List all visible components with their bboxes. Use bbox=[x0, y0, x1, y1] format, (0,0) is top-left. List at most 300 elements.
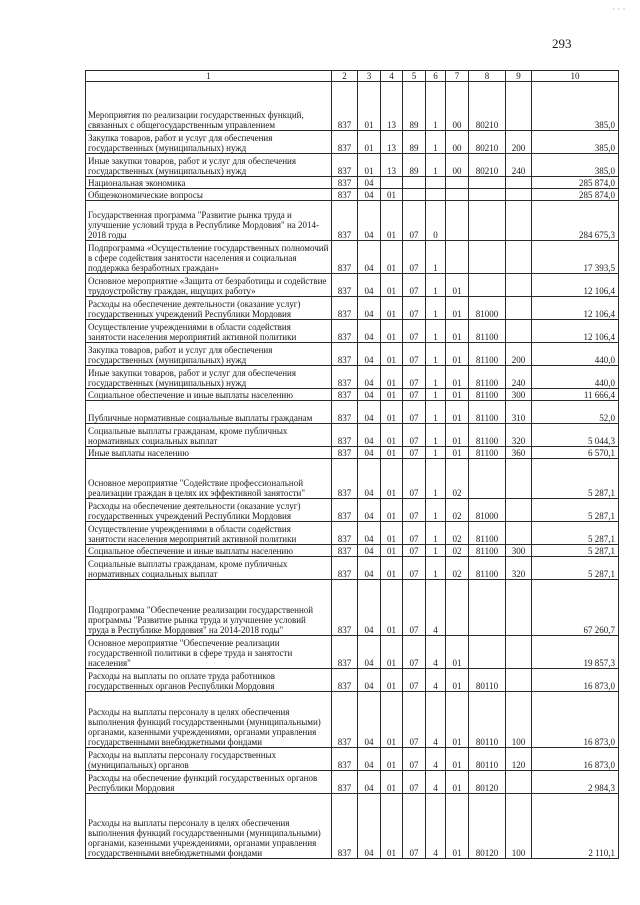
row-code-cell: 01 bbox=[446, 424, 469, 447]
row-name-cell: Государственная программа "Развитие рынка труда и улучшение условий труда в Республике Мордовия" на 2014-2018 годы bbox=[86, 201, 332, 241]
row-code-cell: 1 bbox=[426, 154, 446, 177]
row-code-cell: 837 bbox=[332, 636, 358, 669]
row-code-cell bbox=[446, 201, 469, 241]
row-sum-cell: 12 106,4 bbox=[532, 274, 619, 297]
row-sum-cell: 5 287,1 bbox=[532, 522, 619, 545]
row-code-cell bbox=[506, 320, 532, 343]
row-code-cell bbox=[446, 189, 469, 201]
row-sum-cell: 16 873,0 bbox=[532, 669, 619, 692]
table-row bbox=[86, 189, 619, 201]
row-code-cell: 07 bbox=[403, 557, 426, 580]
row-name-cell: Расходы на выплаты персоналу в целях обеспечения выполнения функций государственными (муниципальными) органами, казенными учреждениями, органами управления государственными внебюджетными фондами bbox=[86, 794, 332, 859]
row-code-cell: 837 bbox=[332, 154, 358, 177]
row-code-cell: 80210 bbox=[469, 82, 506, 131]
row-code-cell: 04 bbox=[358, 297, 381, 320]
row-code-cell: 01 bbox=[381, 771, 403, 794]
row-code-cell: 01 bbox=[381, 557, 403, 580]
row-code-cell: 80210 bbox=[469, 154, 506, 177]
row-name-cell: Общеэкономические вопросы bbox=[86, 189, 332, 201]
row-code-cell: 100 bbox=[506, 692, 532, 748]
row-sum-cell: 11 666,4 bbox=[532, 389, 619, 401]
row-code-cell bbox=[506, 201, 532, 241]
row-code-cell: 01 bbox=[381, 424, 403, 447]
row-sum-cell: 16 873,0 bbox=[532, 692, 619, 748]
row-name-cell: Основное мероприятие "Обеспечение реализации государственной политики в сфере труда и занятости населения" bbox=[86, 636, 332, 669]
row-code-cell: 04 bbox=[358, 557, 381, 580]
row-code-cell: 100 bbox=[506, 794, 532, 859]
row-code-cell bbox=[506, 459, 532, 499]
row-code-cell: 01 bbox=[381, 297, 403, 320]
row-code-cell: 837 bbox=[332, 343, 358, 366]
row-code-cell: 01 bbox=[446, 320, 469, 343]
table-row bbox=[86, 343, 619, 366]
row-code-cell: 04 bbox=[358, 177, 381, 189]
row-code-cell: 837 bbox=[332, 241, 358, 274]
row-code-cell: 01 bbox=[446, 297, 469, 320]
row-code-cell: 837 bbox=[332, 771, 358, 794]
row-code-cell: 07 bbox=[403, 771, 426, 794]
row-code-cell: 00 bbox=[446, 82, 469, 131]
row-code-cell: 01 bbox=[446, 794, 469, 859]
row-code-cell: 80110 bbox=[469, 669, 506, 692]
row-sum-cell: 67 260,7 bbox=[532, 580, 619, 636]
column-header: 5 bbox=[403, 71, 426, 82]
row-code-cell: 04 bbox=[358, 794, 381, 859]
row-name-cell: Расходы на обеспечение деятельности (оказание услуг) государственных учреждений Республики Мордовия bbox=[86, 297, 332, 320]
row-code-cell: 4 bbox=[426, 692, 446, 748]
row-code-cell: 01 bbox=[381, 748, 403, 771]
row-code-cell: 07 bbox=[403, 389, 426, 401]
row-code-cell: 81100 bbox=[469, 522, 506, 545]
row-code-cell: 837 bbox=[332, 557, 358, 580]
row-code-cell: 07 bbox=[403, 692, 426, 748]
row-code-cell: 04 bbox=[358, 320, 381, 343]
row-code-cell: 02 bbox=[446, 499, 469, 522]
table-row bbox=[86, 297, 619, 320]
row-code-cell: 01 bbox=[381, 447, 403, 459]
row-code-cell: 13 bbox=[381, 154, 403, 177]
row-code-cell: 200 bbox=[506, 131, 532, 154]
row-code-cell: 07 bbox=[403, 343, 426, 366]
row-code-cell: 07 bbox=[403, 424, 426, 447]
row-name-cell: Социальное обеспечение и иные выплаты населению bbox=[86, 545, 332, 557]
row-code-cell: 837 bbox=[332, 131, 358, 154]
row-code-cell: 13 bbox=[381, 82, 403, 131]
row-code-cell: 80110 bbox=[469, 748, 506, 771]
row-sum-cell: 19 857,3 bbox=[532, 636, 619, 669]
row-code-cell: 1 bbox=[426, 82, 446, 131]
row-code-cell: 81100 bbox=[469, 424, 506, 447]
table-row bbox=[86, 557, 619, 580]
row-code-cell: 01 bbox=[381, 794, 403, 859]
row-code-cell: 1 bbox=[426, 274, 446, 297]
row-sum-cell: 385,0 bbox=[532, 82, 619, 131]
row-code-cell bbox=[403, 189, 426, 201]
row-sum-cell: 285 874,0 bbox=[532, 177, 619, 189]
row-code-cell: 837 bbox=[332, 82, 358, 131]
table-row bbox=[86, 522, 619, 545]
row-code-cell: 837 bbox=[332, 177, 358, 189]
table-row bbox=[86, 201, 619, 241]
row-code-cell: 04 bbox=[358, 459, 381, 499]
row-code-cell: 01 bbox=[446, 669, 469, 692]
row-code-cell: 01 bbox=[446, 401, 469, 424]
row-code-cell: 837 bbox=[332, 580, 358, 636]
row-code-cell bbox=[506, 636, 532, 669]
table-row bbox=[86, 669, 619, 692]
row-code-cell: 837 bbox=[332, 692, 358, 748]
row-code-cell bbox=[506, 297, 532, 320]
column-header: 8 bbox=[469, 71, 506, 82]
row-code-cell: 837 bbox=[332, 522, 358, 545]
row-code-cell: 01 bbox=[381, 636, 403, 669]
row-sum-cell: 5 287,1 bbox=[532, 545, 619, 557]
row-code-cell: 01 bbox=[446, 771, 469, 794]
row-sum-cell: 16 873,0 bbox=[532, 748, 619, 771]
row-code-cell: 1 bbox=[426, 459, 446, 499]
row-sum-cell: 385,0 bbox=[532, 131, 619, 154]
table-row bbox=[86, 636, 619, 669]
row-code-cell: 01 bbox=[446, 447, 469, 459]
row-code-cell: 02 bbox=[446, 459, 469, 499]
row-code-cell: 04 bbox=[358, 366, 381, 389]
row-code-cell: 01 bbox=[381, 274, 403, 297]
row-name-cell: Закупка товаров, работ и услуг для обеспечения государственных (муниципальных) нужд bbox=[86, 343, 332, 366]
row-code-cell: 01 bbox=[381, 189, 403, 201]
table-row bbox=[86, 177, 619, 189]
row-code-cell: 04 bbox=[358, 771, 381, 794]
row-code-cell: 04 bbox=[358, 636, 381, 669]
row-code-cell: 1 bbox=[426, 499, 446, 522]
table-row bbox=[86, 320, 619, 343]
table-row bbox=[86, 499, 619, 522]
table-row bbox=[86, 748, 619, 771]
row-name-cell: Подпрограмма «Осуществление государственных полномочий в сфере содействия занятости населения и социальная поддержка безработных граждан» bbox=[86, 241, 332, 274]
row-code-cell: 02 bbox=[446, 557, 469, 580]
row-code-cell: 1 bbox=[426, 557, 446, 580]
row-sum-cell: 5 287,1 bbox=[532, 557, 619, 580]
row-code-cell: 1 bbox=[426, 320, 446, 343]
column-header: 9 bbox=[506, 71, 532, 82]
row-code-cell: 04 bbox=[358, 447, 381, 459]
row-code-cell: 80210 bbox=[469, 131, 506, 154]
column-header: 10 bbox=[532, 71, 619, 82]
row-code-cell: 4 bbox=[426, 748, 446, 771]
row-code-cell: 837 bbox=[332, 389, 358, 401]
row-sum-cell: 17 393,5 bbox=[532, 241, 619, 274]
row-name-cell: Основное мероприятие "Содействие профессиональной реализации граждан в целях их эффективной занятости" bbox=[86, 459, 332, 499]
table-row bbox=[86, 459, 619, 499]
row-sum-cell: 12 106,4 bbox=[532, 320, 619, 343]
table-row bbox=[86, 389, 619, 401]
row-code-cell: 837 bbox=[332, 366, 358, 389]
row-sum-cell: 285 874,0 bbox=[532, 189, 619, 201]
row-code-cell: 1 bbox=[426, 522, 446, 545]
row-code-cell bbox=[446, 241, 469, 274]
row-code-cell bbox=[506, 669, 532, 692]
row-code-cell: 81100 bbox=[469, 389, 506, 401]
row-code-cell: 07 bbox=[403, 522, 426, 545]
row-sum-cell: 440,0 bbox=[532, 366, 619, 389]
table-row bbox=[86, 366, 619, 389]
row-code-cell: 300 bbox=[506, 545, 532, 557]
row-code-cell: 01 bbox=[381, 545, 403, 557]
row-name-cell: Основное мероприятие «Защита от безработицы и содействие трудоустройству граждан, ищущих работу» bbox=[86, 274, 332, 297]
row-code-cell: 01 bbox=[358, 154, 381, 177]
table-row bbox=[86, 692, 619, 748]
table-row bbox=[86, 274, 619, 297]
column-header: 2 bbox=[332, 71, 358, 82]
row-name-cell: Социальное обеспечение и иные выплаты населению bbox=[86, 389, 332, 401]
page-number: 293 bbox=[552, 36, 572, 51]
row-code-cell: 837 bbox=[332, 794, 358, 859]
row-code-cell: 00 bbox=[446, 154, 469, 177]
row-code-cell: 837 bbox=[332, 669, 358, 692]
row-name-cell: Публичные нормативные социальные выплаты гражданам bbox=[86, 401, 332, 424]
row-code-cell: 01 bbox=[446, 343, 469, 366]
row-code-cell: 01 bbox=[381, 692, 403, 748]
row-code-cell: 07 bbox=[403, 401, 426, 424]
row-code-cell: 0 bbox=[426, 201, 446, 241]
row-code-cell: 80110 bbox=[469, 692, 506, 748]
row-code-cell: 07 bbox=[403, 366, 426, 389]
row-code-cell bbox=[469, 241, 506, 274]
row-code-cell: 1 bbox=[426, 545, 446, 557]
row-code-cell: 04 bbox=[358, 389, 381, 401]
row-code-cell: 07 bbox=[403, 580, 426, 636]
table-row bbox=[86, 424, 619, 447]
row-code-cell: 01 bbox=[358, 131, 381, 154]
row-code-cell: 04 bbox=[358, 499, 381, 522]
row-code-cell: 1 bbox=[426, 297, 446, 320]
row-name-cell: Расходы на обеспечение функций государственных органов Республики Мордовия bbox=[86, 771, 332, 794]
row-code-cell: 01 bbox=[446, 748, 469, 771]
row-code-cell: 01 bbox=[446, 274, 469, 297]
row-code-cell: 837 bbox=[332, 748, 358, 771]
row-code-cell: 89 bbox=[403, 154, 426, 177]
row-code-cell: 81100 bbox=[469, 401, 506, 424]
row-name-cell: Иные выплаты населению bbox=[86, 447, 332, 459]
row-code-cell: 80120 bbox=[469, 794, 506, 859]
row-code-cell: 02 bbox=[446, 545, 469, 557]
row-code-cell: 1 bbox=[426, 241, 446, 274]
column-header: 6 bbox=[426, 71, 446, 82]
table-row bbox=[86, 794, 619, 859]
row-name-cell: Иные закупки товаров, работ и услуг для обеспечения государственных (муниципальных) нужд bbox=[86, 366, 332, 389]
row-code-cell: 04 bbox=[358, 189, 381, 201]
row-code-cell bbox=[469, 201, 506, 241]
row-code-cell bbox=[381, 177, 403, 189]
row-name-cell: Расходы на выплаты по оплате труда работников государственных органов Республики Мордовия bbox=[86, 669, 332, 692]
row-name-cell: Расходы на выплаты персоналу государственных (муниципальных) органов bbox=[86, 748, 332, 771]
row-sum-cell: 5 287,1 bbox=[532, 459, 619, 499]
row-code-cell: 04 bbox=[358, 669, 381, 692]
row-code-cell: 07 bbox=[403, 794, 426, 859]
row-code-cell bbox=[469, 189, 506, 201]
row-code-cell: 04 bbox=[358, 241, 381, 274]
row-code-cell: 837 bbox=[332, 274, 358, 297]
row-code-cell: 310 bbox=[506, 401, 532, 424]
row-code-cell: 81000 bbox=[469, 499, 506, 522]
table-row bbox=[86, 580, 619, 636]
row-code-cell: 01 bbox=[381, 580, 403, 636]
row-code-cell bbox=[469, 274, 506, 297]
row-sum-cell: 2 984,3 bbox=[532, 771, 619, 794]
row-code-cell bbox=[469, 459, 506, 499]
row-code-cell bbox=[469, 580, 506, 636]
row-code-cell: 1 bbox=[426, 366, 446, 389]
row-code-cell: 04 bbox=[358, 748, 381, 771]
row-code-cell bbox=[426, 189, 446, 201]
row-name-cell: Расходы на выплаты персоналу в целях обеспечения выполнения функций государственными (муниципальными) органами, казенными учреждениями, органами управления государственными внебюджетными фондами bbox=[86, 692, 332, 748]
row-code-cell: 04 bbox=[358, 692, 381, 748]
row-name-cell: Национальная экономика bbox=[86, 177, 332, 189]
row-code-cell bbox=[446, 580, 469, 636]
row-code-cell bbox=[506, 189, 532, 201]
row-name-cell: Социальные выплаты гражданам, кроме публичных нормативных социальных выплат bbox=[86, 557, 332, 580]
table-row bbox=[86, 154, 619, 177]
row-code-cell: 01 bbox=[446, 692, 469, 748]
row-code-cell: 04 bbox=[358, 545, 381, 557]
row-code-cell bbox=[426, 177, 446, 189]
row-code-cell bbox=[446, 177, 469, 189]
row-code-cell: 01 bbox=[381, 499, 403, 522]
row-sum-cell: 6 570,1 bbox=[532, 447, 619, 459]
table-header-row bbox=[86, 71, 619, 82]
row-code-cell: 81100 bbox=[469, 447, 506, 459]
row-sum-cell: 385,0 bbox=[532, 154, 619, 177]
row-sum-cell: 284 675,3 bbox=[532, 201, 619, 241]
column-header: 7 bbox=[446, 71, 469, 82]
row-code-cell: 07 bbox=[403, 320, 426, 343]
row-name-cell: Осуществление учреждениями в области содействия занятости населения мероприятий активной политики bbox=[86, 320, 332, 343]
row-code-cell: 81100 bbox=[469, 545, 506, 557]
row-code-cell: 80120 bbox=[469, 771, 506, 794]
row-code-cell: 04 bbox=[358, 274, 381, 297]
budget-table bbox=[85, 70, 619, 859]
row-name-cell: Социальные выплаты гражданам, кроме публичных нормативных социальных выплат bbox=[86, 424, 332, 447]
row-code-cell: 01 bbox=[381, 522, 403, 545]
row-code-cell: 837 bbox=[332, 459, 358, 499]
row-code-cell: 837 bbox=[332, 201, 358, 241]
row-code-cell: 07 bbox=[403, 447, 426, 459]
row-code-cell: 01 bbox=[446, 636, 469, 669]
row-code-cell: 4 bbox=[426, 771, 446, 794]
row-code-cell bbox=[403, 177, 426, 189]
row-code-cell: 81100 bbox=[469, 320, 506, 343]
table-row bbox=[86, 447, 619, 459]
row-code-cell: 89 bbox=[403, 82, 426, 131]
row-code-cell: 300 bbox=[506, 389, 532, 401]
row-code-cell: 120 bbox=[506, 748, 532, 771]
row-name-cell: Иные закупки товаров, работ и услуг для обеспечения государственных (муниципальных) нужд bbox=[86, 154, 332, 177]
row-name-cell: Подпрограмма "Обеспечение реализации государственной программы "Развитие рынка труда и улучшение условий труда в Республике Мордовия" на 2014-2018 годы" bbox=[86, 580, 332, 636]
row-code-cell: 240 bbox=[506, 366, 532, 389]
row-code-cell: 320 bbox=[506, 557, 532, 580]
corner-mark: · · · bbox=[612, 4, 626, 14]
row-code-cell bbox=[469, 636, 506, 669]
row-code-cell: 4 bbox=[426, 580, 446, 636]
row-code-cell: 837 bbox=[332, 297, 358, 320]
table-row bbox=[86, 545, 619, 557]
row-code-cell: 04 bbox=[358, 424, 381, 447]
row-name-cell: Закупка товаров, работ и услуг для обеспечения государственных (муниципальных) нужд bbox=[86, 131, 332, 154]
row-code-cell: 1 bbox=[426, 401, 446, 424]
row-code-cell: 07 bbox=[403, 499, 426, 522]
row-code-cell: 07 bbox=[403, 201, 426, 241]
row-code-cell: 01 bbox=[381, 201, 403, 241]
row-code-cell: 1 bbox=[426, 343, 446, 366]
row-code-cell bbox=[506, 177, 532, 189]
row-code-cell: 837 bbox=[332, 189, 358, 201]
row-code-cell: 07 bbox=[403, 545, 426, 557]
row-code-cell: 01 bbox=[381, 669, 403, 692]
table-row bbox=[86, 401, 619, 424]
row-sum-cell: 12 106,4 bbox=[532, 297, 619, 320]
row-code-cell: 07 bbox=[403, 297, 426, 320]
row-name-cell: Мероприятия по реализации государственных функций, связанных с общегосударственным управлением bbox=[86, 82, 332, 131]
row-code-cell: 837 bbox=[332, 320, 358, 343]
row-code-cell: 837 bbox=[332, 424, 358, 447]
row-code-cell bbox=[506, 82, 532, 131]
row-code-cell: 01 bbox=[381, 459, 403, 499]
row-code-cell: 04 bbox=[358, 201, 381, 241]
row-code-cell: 1 bbox=[426, 389, 446, 401]
column-header: 1 bbox=[86, 71, 332, 82]
row-code-cell bbox=[506, 499, 532, 522]
row-code-cell bbox=[469, 177, 506, 189]
row-code-cell: 4 bbox=[426, 636, 446, 669]
row-code-cell: 837 bbox=[332, 545, 358, 557]
row-code-cell: 04 bbox=[358, 580, 381, 636]
row-code-cell: 81100 bbox=[469, 366, 506, 389]
column-header: 4 bbox=[381, 71, 403, 82]
row-code-cell: 07 bbox=[403, 459, 426, 499]
row-code-cell bbox=[506, 241, 532, 274]
row-sum-cell: 5 044,3 bbox=[532, 424, 619, 447]
row-code-cell: 320 bbox=[506, 424, 532, 447]
row-code-cell: 04 bbox=[358, 401, 381, 424]
row-code-cell: 81100 bbox=[469, 343, 506, 366]
row-code-cell: 240 bbox=[506, 154, 532, 177]
row-code-cell: 01 bbox=[381, 343, 403, 366]
row-code-cell: 13 bbox=[381, 131, 403, 154]
row-code-cell: 01 bbox=[446, 366, 469, 389]
row-code-cell: 4 bbox=[426, 669, 446, 692]
row-code-cell: 07 bbox=[403, 636, 426, 669]
row-code-cell bbox=[506, 771, 532, 794]
row-sum-cell: 440,0 bbox=[532, 343, 619, 366]
row-code-cell: 02 bbox=[446, 522, 469, 545]
row-code-cell: 01 bbox=[358, 82, 381, 131]
row-code-cell: 360 bbox=[506, 447, 532, 459]
row-code-cell: 04 bbox=[358, 343, 381, 366]
row-code-cell: 07 bbox=[403, 241, 426, 274]
table-row bbox=[86, 82, 619, 131]
row-code-cell: 81100 bbox=[469, 557, 506, 580]
row-code-cell bbox=[506, 522, 532, 545]
row-code-cell: 837 bbox=[332, 401, 358, 424]
row-code-cell: 837 bbox=[332, 447, 358, 459]
row-code-cell: 837 bbox=[332, 499, 358, 522]
row-code-cell: 01 bbox=[381, 241, 403, 274]
row-code-cell: 01 bbox=[381, 389, 403, 401]
row-code-cell: 200 bbox=[506, 343, 532, 366]
row-name-cell: Осуществление учреждениями в области содействия занятости населения мероприятий активной политики bbox=[86, 522, 332, 545]
row-code-cell: 04 bbox=[358, 522, 381, 545]
row-code-cell bbox=[506, 580, 532, 636]
row-code-cell: 89 bbox=[403, 131, 426, 154]
